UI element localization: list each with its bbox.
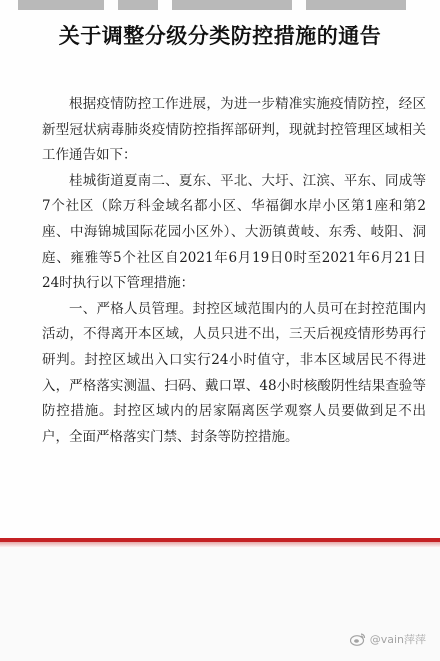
- paragraph-measure-1: 一、严格人员管理。封控区域范围内的人员可在封控范围内活动，不得离开本区域，人员只进不出，三天后视疫情形势再行研判。封控区域出入口实行24小时值守，非本区域居民不得进入，严格落实测温、扫码、戴口罩、48小时核酸阴性结果查验等防控措施。封控区域内的居家隔离医学观察人员要做到足不出户，全面严格落实门禁、封条等防控措施。: [42, 300, 426, 445]
- cropped-text-fragment: [118, 0, 158, 10]
- paragraph-intro: 根据疫情防控工作进展，为进一步精准实施疫情防控，经区新型冠状病毒肺炎疫情防控指挥部研判，现就封控管理区域相关工作通告如下：: [42, 96, 426, 164]
- cropped-header-strip: [0, 0, 440, 22]
- document-title: 关于调整分级分类防控措施的通告: [58, 24, 382, 48]
- paragraph-scope: 桂城街道夏南二、夏东、平北、大圩、江滨、平东、同成等7个社区（除万科金域名都小区、华福御水岸小区第1座和第2座、中海锦城国际花园小区外）、大沥镇黄岐、东秀、岐阳、洞庭、雍雅等5个社区自2021年6月19日0时至2021年6月21日24时执行以下管理措施：: [42, 172, 426, 292]
- weibo-icon: [350, 632, 366, 646]
- weibo-watermark: [350, 631, 426, 647]
- document-body: [42, 92, 426, 450]
- cropped-text-fragment: [18, 0, 104, 10]
- cropped-text-fragment: [172, 0, 292, 10]
- watermark-handle: @vain萍萍: [369, 633, 426, 646]
- cropped-text-fragment: [306, 0, 406, 10]
